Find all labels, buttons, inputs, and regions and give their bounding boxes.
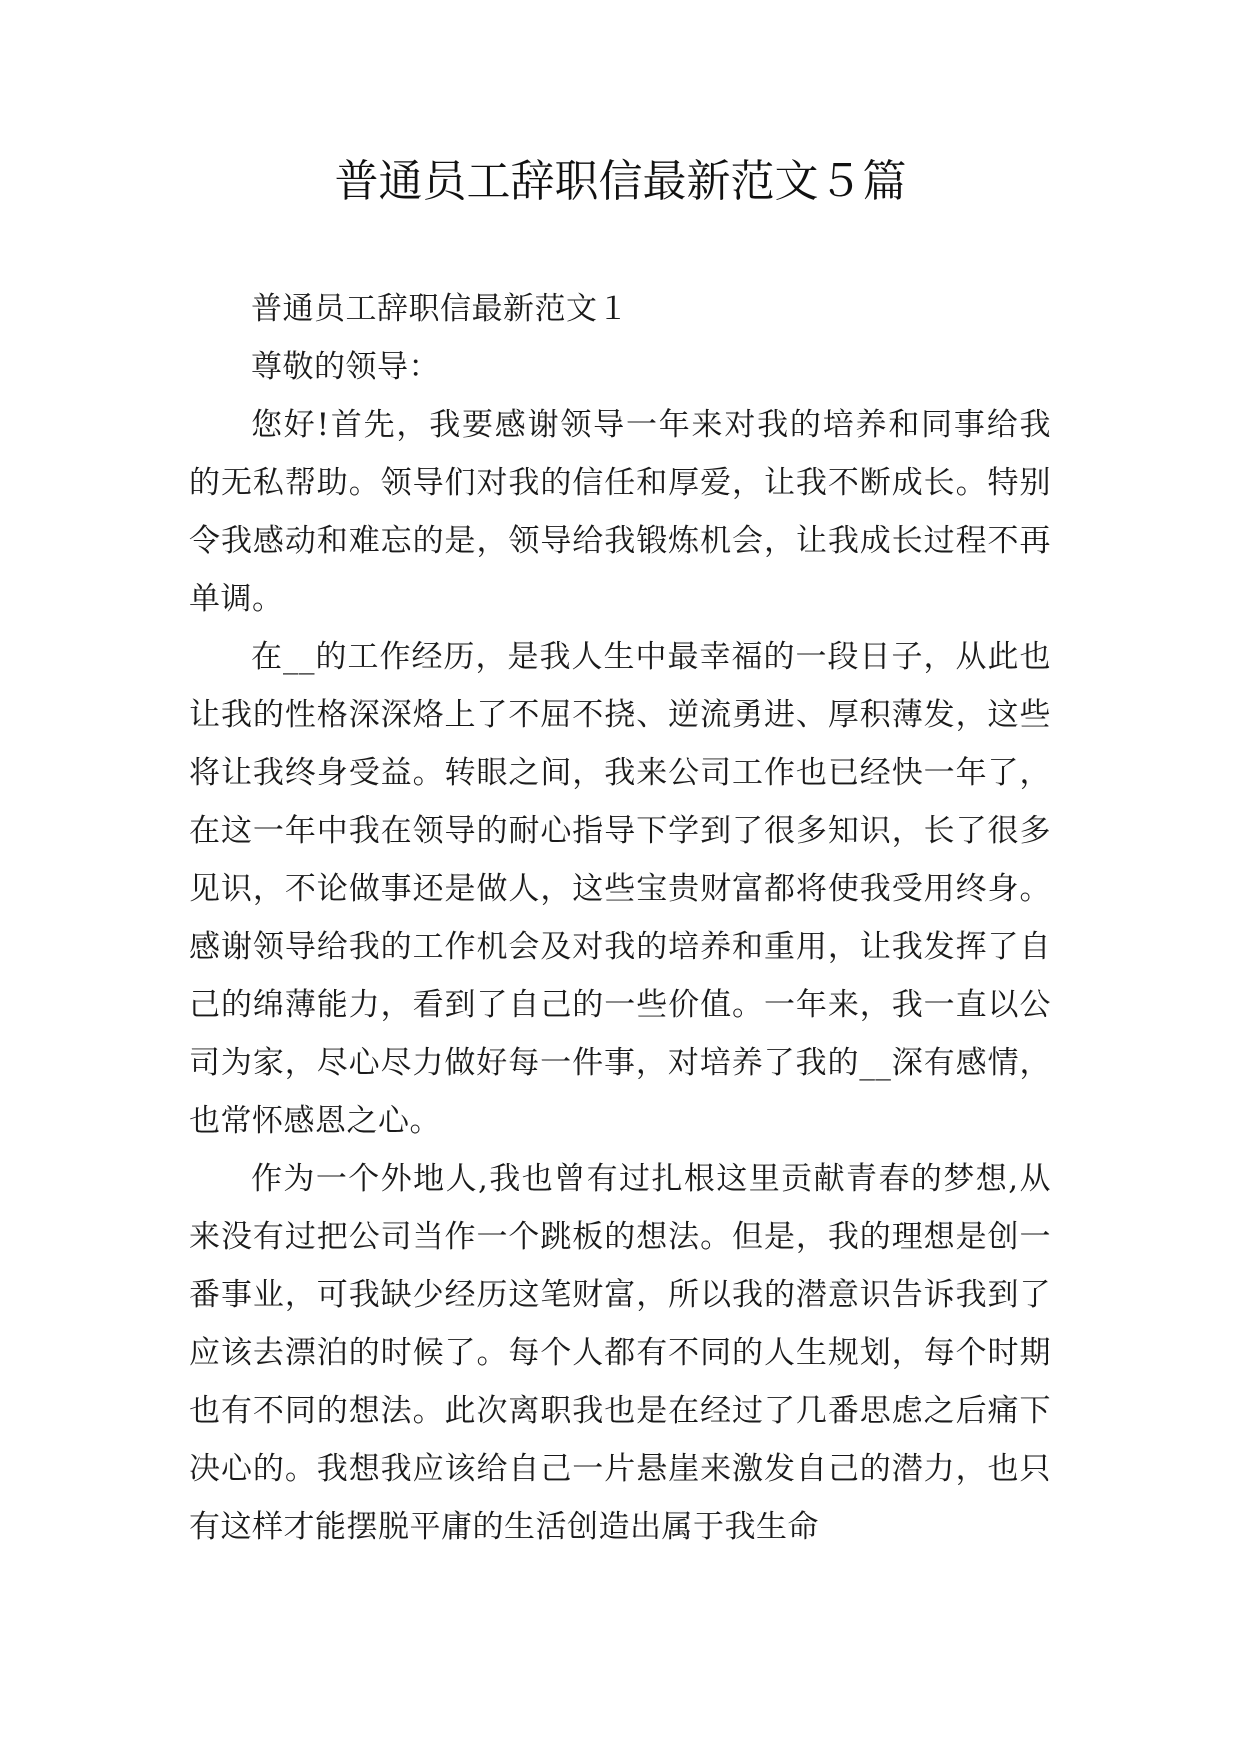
document-title: 普通员工辞职信最新范文５篇 <box>334 156 907 207</box>
body-paragraph: 您好!首先，我要感谢领导一年来对我的培养和同事给我的无私帮助。领导们对我的信任和厚爱，让我不断成长。特别令我感动和难忘的是，领导给我锻炼机会，让我成长过程不再单调。 <box>189 407 1051 617</box>
body-paragraph: 作为一个外地人,我也曾有过扎根这里贡献青春的梦想,从来没有过把公司当作一个跳板的想法。但是，我的理想是创一番事业，可我缺少经历这笔财富，所以我的潜意识告诉我到了应该去漂泊的时候了。每个人都有不同的人生规划，每个时期也有不同的想法。此次离职我也是在经过了几番思虑之后痛下决心的。我想我应该给自己一片悬崖来激发自己的潜力，也只有这样才能摆脱平庸的生活创造出属于我生命 <box>189 1161 1051 1545</box>
document-body <box>189 280 1051 1556</box>
section-heading: 普通员工辞职信最新范文１ <box>251 291 629 327</box>
salutation: 尊敬的领导： <box>251 349 440 385</box>
body-paragraph: 在__的工作经历，是我人生中最幸福的一段日子，从此也让我的性格深深烙上了不屈不挠、逆流勇进、厚积薄发，这些将让我终身受益。转眼之间，我来公司工作也已经快一年了，在这一年中我在领导的耐心指导下学到了很多知识，长了很多见识，不论做事还是做人，这些宝贵财富都将使我受用终身。感谢领导给我的工作机会及对我的培养和重用，让我发挥了自己的绵薄能力，看到了自己的一些价值。一年来，我一直以公司为家，尽心尽力做好每一件事，对培养了我的__深有感情，也常怀感恩之心。 <box>189 639 1051 1139</box>
